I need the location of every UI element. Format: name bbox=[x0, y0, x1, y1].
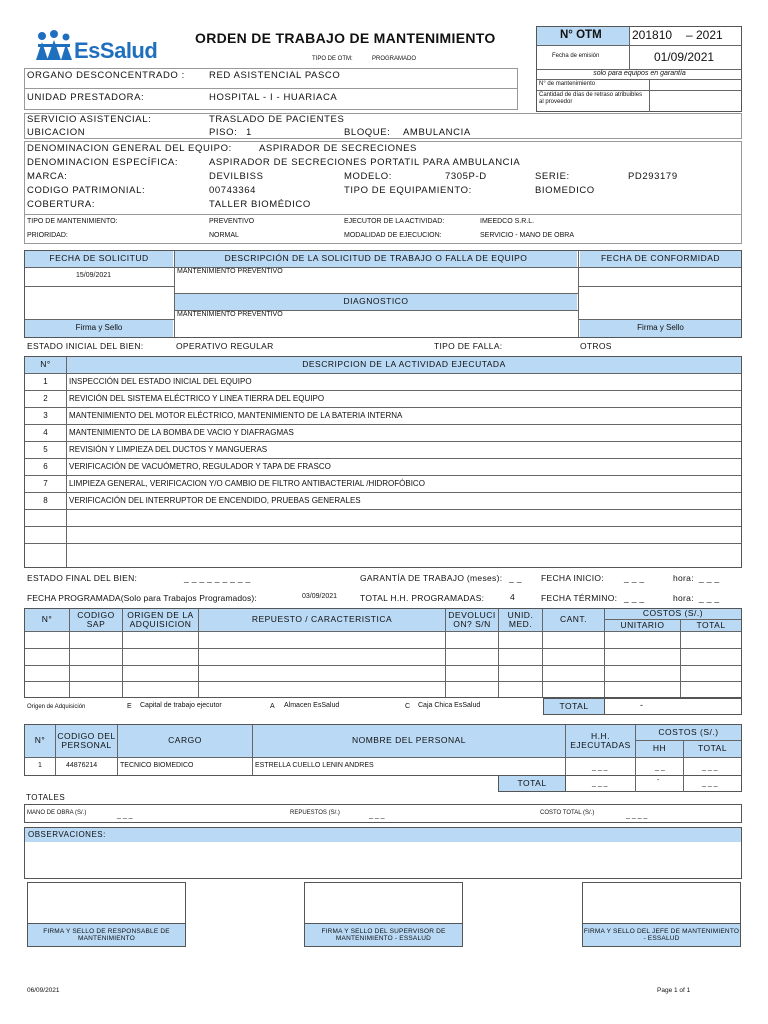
row-divider bbox=[25, 424, 741, 425]
row-divider bbox=[25, 458, 741, 459]
per-row-costo-hh: _ _ bbox=[655, 764, 665, 771]
activity-description: REVISIÓN Y LIMPIEZA DEL DUCTOS Y MANGUERAS bbox=[69, 445, 268, 454]
legend-a-text: Almacen EsSalud bbox=[284, 702, 340, 709]
estado-inicial-value: OPERATIVO REGULAR bbox=[176, 341, 274, 351]
otm-number: 201810 bbox=[632, 28, 673, 42]
ejecutor-label: EJECUTOR DE LA ACTIVIDAD: bbox=[344, 218, 445, 225]
actividades-desc-header: DESCRIPCION DE LA ACTIVIDAD EJECUTADA bbox=[67, 357, 741, 373]
activity-number: 3 bbox=[43, 411, 48, 420]
activity-number: 1 bbox=[43, 377, 48, 386]
repuestos-total-label: REPUESTOS (S/.) bbox=[290, 810, 340, 816]
rep-devolucion-header: DEVOLUCI ON? S/N bbox=[446, 609, 498, 631]
observaciones-label: OBSERVACIONES: bbox=[28, 830, 106, 839]
fecha-termino-label: FECHA TÉRMINO: bbox=[541, 593, 618, 603]
per-costos-header: COSTOS (S/.) bbox=[636, 725, 741, 740]
estado-inicial-label: ESTADO INICIAL DEL BIEN: bbox=[27, 341, 144, 351]
firma-jefe-label: FIRMA Y SELLO DEL JEFE DE MANTENIMIENTO - ESSALUD bbox=[583, 923, 740, 946]
estado-final-label: ESTADO FINAL DEL BIEN: bbox=[27, 573, 138, 583]
tipo-falla-label: TIPO DE FALLA: bbox=[434, 341, 503, 351]
organo-label: ORGANO DESCONCENTRADO : bbox=[27, 70, 185, 81]
codigo-value: 00743364 bbox=[209, 185, 257, 196]
per-num-header: N° bbox=[25, 725, 55, 757]
diagnostico-header: DIAGNOSTICO bbox=[175, 294, 577, 310]
page-title: ORDEN DE TRABAJO DE MANTENIMIENTO bbox=[195, 30, 496, 46]
per-total-hh: _ _ _ bbox=[592, 780, 608, 787]
rep-unitario-header: UNITARIO bbox=[605, 620, 680, 631]
family-logo-icon bbox=[34, 30, 74, 64]
cobertura-value: TALLER BIOMÉDICO bbox=[209, 199, 311, 210]
row-divider bbox=[25, 441, 741, 442]
firma-responsable-label: FIRMA Y SELLO DE RESPONSABLE DE MANTENIMIENTO bbox=[28, 923, 185, 946]
per-row-num: 1 bbox=[38, 762, 42, 769]
fecha-programada-label: FECHA PROGRAMADA(Solo para Trabajos Programados): bbox=[27, 593, 257, 603]
activity-description: MANTENIMIENTO DEL MOTOR ELÉCTRICO, MANTENIMIENTO DE LA BATERIA INTERNA bbox=[69, 411, 403, 420]
hora2-value: _ _ _ bbox=[699, 593, 720, 603]
tipo-otm-value: PROGRAMADO bbox=[372, 56, 417, 62]
total-hh-value: 4 bbox=[510, 592, 516, 602]
row-divider bbox=[25, 492, 741, 493]
activity-number: 4 bbox=[43, 428, 48, 437]
activity-description: REVICIÓN DEL SISTEMA ELÉCTRICO Y LINEA TIERRA DEL EQUIPO bbox=[69, 394, 325, 403]
per-row-nombre: ESTRELLA CUELLO LENIN ANDRES bbox=[255, 762, 374, 769]
bloque-value: AMBULANCIA bbox=[403, 127, 471, 138]
garantia-value: _ _ bbox=[509, 573, 522, 583]
fecha-termino-value: _ _ _ bbox=[624, 593, 645, 603]
row-divider bbox=[25, 526, 741, 527]
den-especifica-label: DENOMINACION ESPECÍFICA: bbox=[27, 157, 179, 168]
diagnostico-value: MANTENIMIENTO PREVENTIVO bbox=[177, 311, 283, 318]
bloque-label: BLOQUE: bbox=[344, 127, 391, 138]
rep-costos-header: COSTOS (S/.) bbox=[605, 609, 741, 619]
legend-e-text: Capital de trabajo ejecutor bbox=[140, 702, 222, 709]
mano-obra-value: _ _ _ bbox=[117, 812, 133, 819]
activity-number: 8 bbox=[43, 496, 48, 505]
fecha-emision-value: 01/09/2021 bbox=[654, 50, 715, 64]
costo-total-value: _ _ _ _ bbox=[626, 812, 648, 819]
codigo-label: CODIGO PATRIMONIAL: bbox=[27, 185, 146, 196]
garantia-note: solo para equipos en garantía bbox=[593, 70, 686, 77]
rep-repuesto-header: REPUESTO / CARACTERISTICA bbox=[199, 609, 445, 631]
row-divider bbox=[25, 390, 741, 391]
fecha-programada-value: 03/09/2021 bbox=[302, 593, 338, 600]
legend-e-code: E bbox=[127, 703, 132, 710]
tipo-equipo-label: TIPO DE EQUIPAMIENTO: bbox=[344, 185, 472, 196]
piso-label: PISO: bbox=[209, 127, 238, 138]
descripcion-value: MANTENIMIENTO PREVENTIVO bbox=[177, 268, 283, 275]
row-divider bbox=[25, 373, 741, 374]
organo-value: RED ASISTENCIAL PASCO bbox=[209, 70, 341, 81]
fecha-inicio-label: FECHA INICIO: bbox=[541, 573, 604, 583]
rep-total-label: TOTAL bbox=[543, 698, 605, 715]
den-general-value: ASPIRADOR DE SECRECIONES bbox=[259, 143, 417, 154]
row-divider bbox=[25, 475, 741, 476]
marca-value: DEVILBISS bbox=[209, 171, 264, 182]
rep-codigo-header: CODIGO SAP bbox=[70, 609, 122, 631]
modelo-label: MODELO: bbox=[344, 171, 393, 182]
legend-a-code: A bbox=[270, 703, 275, 710]
descripcion-header: DESCRIPCIÓN DE LA SOLICITUD DE TRABAJO O FALLA DE EQUIPO bbox=[175, 251, 577, 267]
per-row-cargo: TECNICO BIOMEDICO bbox=[120, 762, 194, 769]
servicio-value: TRASLADO DE PACIENTES bbox=[209, 114, 345, 125]
rep-total-header: TOTAL bbox=[681, 620, 741, 631]
per-row-codigo: 44876214 bbox=[66, 762, 98, 769]
dias-retraso-label: Cantidad de días de retraso atribuibles al proveedor bbox=[539, 92, 643, 105]
logo-text: EsSalud bbox=[74, 38, 158, 63]
origen-label: Origen de Adquisición bbox=[27, 704, 86, 710]
firma-left-cell: Firma y Sello bbox=[25, 320, 173, 337]
modelo-value: 7305P-D bbox=[445, 171, 487, 182]
num-mantenimiento-label: N° de mantenimiento bbox=[539, 81, 596, 87]
rep-cant-header: CANT. bbox=[543, 609, 604, 631]
estado-final-value: _ _ _ _ _ _ _ _ _ bbox=[184, 573, 251, 583]
per-cargo-header: CARGO bbox=[118, 725, 252, 757]
otm-year: – 2021 bbox=[686, 28, 723, 42]
legend-c-code: C bbox=[405, 703, 411, 710]
fecha-conformidad-header: FECHA DE CONFORMIDAD bbox=[580, 251, 741, 267]
marca-label: MARCA: bbox=[27, 171, 68, 182]
modalidad-value: SERVICIO - MANO DE OBRA bbox=[480, 232, 574, 239]
fecha-solicitud-header: FECHA DE SOLICITUD bbox=[25, 251, 173, 267]
rep-unid-header: UNID. MED. bbox=[499, 609, 542, 631]
rep-total-box bbox=[604, 698, 742, 715]
fecha-solicitud-value: 15/09/2021 bbox=[76, 272, 112, 279]
tipo-otm-label: TIPO DE OTM: bbox=[312, 56, 353, 62]
per-codigo-header: CODIGO DEL PERSONAL bbox=[56, 725, 117, 757]
footer-page: Page 1 of 1 bbox=[657, 987, 691, 994]
unidad-label: UNIDAD PRESTADORA: bbox=[27, 92, 145, 103]
row-divider bbox=[25, 543, 741, 544]
activity-description: INSPECCIÓN DEL ESTADO INICIAL DEL EQUIPO bbox=[69, 377, 252, 386]
essalud-logo bbox=[34, 30, 174, 66]
ubicacion-label: UBICACION bbox=[27, 127, 86, 138]
ejecutor-value: IMEEDCO S.R.L. bbox=[480, 218, 535, 225]
repuestos-total-value: _ _ _ bbox=[369, 812, 385, 819]
footer-date: 06/09/2021 bbox=[27, 987, 60, 994]
hora2-label: hora: bbox=[673, 593, 694, 603]
rep-total-value: - bbox=[640, 700, 643, 710]
garantia-label: GARANTÍA DE TRABAJO (meses): bbox=[360, 573, 503, 583]
activity-description: VERIFICACIÓN DE VACUÓMETRO, REGULADOR Y TAPA DE FRASCO bbox=[69, 462, 331, 471]
per-total-costo-total: _ _ _ bbox=[702, 780, 718, 787]
actividades-num-header: N° bbox=[25, 357, 66, 373]
den-general-label: DENOMINACION GENERAL DEL EQUIPO: bbox=[27, 143, 232, 154]
unidad-value: HOSPITAL - I - HUARIACA bbox=[209, 92, 338, 103]
prioridad-value: NORMAL bbox=[209, 232, 239, 239]
serie-label: SERIE: bbox=[535, 171, 570, 182]
activity-description: LIMPIEZA GENERAL, VERIFICACION Y/O CAMBIO DE FILTRO ANTIBACTERIAL /HIDROFÓBICO bbox=[69, 479, 425, 488]
row-divider bbox=[25, 407, 741, 408]
rep-num-header: N° bbox=[25, 609, 69, 631]
tipo-equipo-value: BIOMEDICO bbox=[535, 185, 595, 196]
per-row-costo-total: _ _ _ bbox=[702, 764, 718, 771]
fecha-inicio-value: _ _ _ bbox=[624, 573, 645, 583]
costo-total-label: COSTO TOTAL (S/.) bbox=[540, 810, 595, 816]
activity-number: 2 bbox=[43, 394, 48, 403]
per-hh-header: H.H. EJECUTADAS bbox=[566, 725, 635, 757]
per-total-costo-hh: - bbox=[657, 777, 660, 784]
activity-number: 6 bbox=[43, 462, 48, 471]
per-costos-hh-header: HH bbox=[636, 741, 683, 757]
mano-obra-label: MANO DE OBRA (S/.) bbox=[27, 810, 87, 816]
tipo-mant-value: PREVENTIVO bbox=[209, 218, 255, 225]
modalidad-label: MODALIDAD DE EJECUCION: bbox=[344, 232, 442, 239]
totales-title: TOTALES bbox=[26, 793, 66, 802]
activity-number: 7 bbox=[43, 479, 48, 488]
activity-description: MANTENIMIENTO DE LA BOMBA DE VACIO Y DIAFRAGMAS bbox=[69, 428, 294, 437]
otm-label: N° OTM bbox=[560, 29, 602, 41]
per-costos-total-header: TOTAL bbox=[684, 741, 741, 757]
den-especifica-value: ASPIRADOR DE SECRECIONES PORTATIL PARA AMBULANCIA bbox=[209, 157, 521, 168]
cobertura-label: COBERTURA: bbox=[27, 199, 96, 210]
hora-label: hora: bbox=[673, 573, 694, 583]
piso-value: 1 bbox=[246, 127, 252, 138]
total-hh-label: TOTAL H.H. PROGRAMADAS: bbox=[360, 593, 485, 603]
legend-c-text: Caja Chica EsSalud bbox=[418, 702, 481, 709]
hora-value: _ _ _ bbox=[699, 573, 720, 583]
observaciones-header-bg bbox=[25, 828, 741, 842]
servicio-label: SERVICIO ASISTENCIAL: bbox=[27, 114, 152, 125]
tipo-mant-label: TIPO DE MANTENIMIENTO: bbox=[27, 218, 118, 225]
serie-value: PD293179 bbox=[628, 171, 678, 182]
firma-right-cell: Firma y Sello bbox=[580, 320, 741, 337]
firma-supervisor-label: FIRMA Y SELLO DEL SUPERVISOR DE MANTENIMIENTO - ESSALUD bbox=[305, 923, 462, 946]
per-row-hh: _ _ _ bbox=[592, 764, 608, 771]
rep-origen-header: ORIGEN DE LA ADQUISICION bbox=[123, 609, 198, 631]
fecha-emision-label: Fecha de emisión bbox=[552, 53, 600, 59]
activity-description: VERIFICACIÓN DEL INTERRUPTOR DE ENCENDIDO, PRUEBAS GENERALES bbox=[69, 496, 361, 505]
prioridad-label: PRIORIDAD: bbox=[27, 232, 68, 239]
per-nombre-header: NOMBRE DEL PERSONAL bbox=[253, 725, 565, 757]
row-divider bbox=[25, 509, 741, 510]
per-total-label: TOTAL bbox=[498, 775, 566, 792]
activity-number: 5 bbox=[43, 445, 48, 454]
tipo-falla-value: OTROS bbox=[580, 341, 612, 351]
